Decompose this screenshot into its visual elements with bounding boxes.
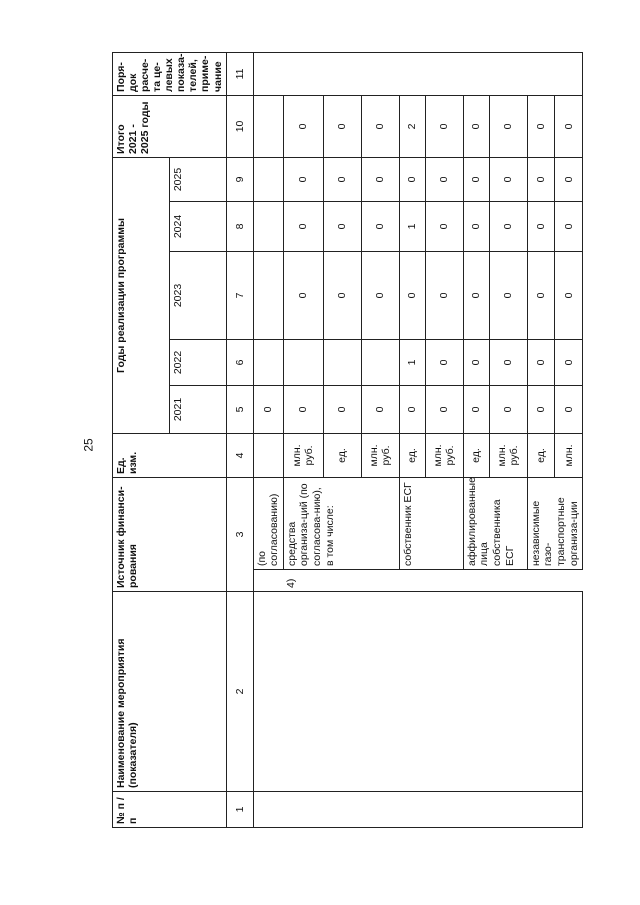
value-2022: 0 <box>489 339 527 385</box>
value-2023: 0 <box>489 251 527 339</box>
value-2025: 0 <box>425 157 463 201</box>
value-2021: 0 <box>253 385 283 433</box>
value-2024 <box>253 201 283 251</box>
value-total: 0 <box>463 95 489 157</box>
year-2025-header: 2025 <box>169 157 226 201</box>
value-2025: 0 <box>399 157 425 201</box>
value-2024: 0 <box>489 201 527 251</box>
value-total: 0 <box>361 95 399 157</box>
value-total: 0 <box>323 95 361 157</box>
column-number: 4 <box>226 433 253 477</box>
value-2024: 0 <box>283 201 323 251</box>
source-cell: независимые газо-транспортные организа-ции <box>527 477 582 569</box>
col-name-header: Наименование мероприятия (показателя) <box>113 592 227 792</box>
marker-cell <box>527 570 555 592</box>
value-2023: 0 <box>283 251 323 339</box>
column-number-row <box>226 52 253 827</box>
value-2022 <box>253 339 283 385</box>
value-2022: 1 <box>399 339 425 385</box>
value-2024: 0 <box>323 201 361 251</box>
value-2024: 0 <box>463 201 489 251</box>
unit-cell: млн. руб. <box>425 433 463 477</box>
column-number: 1 <box>226 792 253 828</box>
value-2023: 0 <box>527 251 555 339</box>
unit-cell: ед. <box>399 433 425 477</box>
unit-cell: ед. <box>323 433 361 477</box>
unit-cell: ед. <box>463 433 489 477</box>
value-total: 0 <box>489 95 527 157</box>
value-2021: 0 <box>399 385 425 433</box>
value-2021: 0 <box>323 385 361 433</box>
marker-cell: 4) <box>283 570 323 592</box>
column-number: 7 <box>226 251 253 339</box>
value-2022 <box>283 339 323 385</box>
unit-cell: млн. <box>555 433 583 477</box>
col-num-header: № п / п <box>113 792 227 828</box>
col-note-header: Поря-док расче-та це-левых показа-телей, приме-чание <box>113 52 227 95</box>
value-2024: 1 <box>399 201 425 251</box>
marker-cell <box>361 570 399 592</box>
value-2025: 0 <box>323 157 361 201</box>
unit-cell: млн. руб. <box>489 433 527 477</box>
marker-cell <box>489 570 527 592</box>
col-source-header: Источник финанси-рования <box>113 477 227 591</box>
marker-cell <box>323 570 361 592</box>
marker-cell <box>399 570 425 592</box>
col-unit-header: Ед. изм. <box>113 433 227 477</box>
value-2021: 0 <box>527 385 555 433</box>
value-total: 0 <box>555 95 583 157</box>
value-total <box>253 95 283 157</box>
source-cell: средства организа-ций (по согласова-нию), в том числе: <box>283 477 399 569</box>
value-2023 <box>253 251 283 339</box>
col-total-header: Итого 2021 - 2025 годы <box>113 95 227 157</box>
program-table <box>112 52 583 828</box>
value-2023: 0 <box>425 251 463 339</box>
value-2022 <box>323 339 361 385</box>
year-2023-header: 2023 <box>169 251 226 339</box>
column-number: 6 <box>226 339 253 385</box>
value-2025: 0 <box>489 157 527 201</box>
marker-cell <box>555 570 583 592</box>
value-2025: 0 <box>555 157 583 201</box>
value-2024: 0 <box>425 201 463 251</box>
column-number: 5 <box>226 385 253 433</box>
value-2022 <box>361 339 399 385</box>
column-number: 8 <box>226 201 253 251</box>
column-number: 3 <box>226 477 253 591</box>
num-cell <box>253 792 583 828</box>
year-2021-header: 2021 <box>169 385 226 433</box>
year-2022-header: 2022 <box>169 339 226 385</box>
value-2021: 0 <box>425 385 463 433</box>
value-2021: 0 <box>489 385 527 433</box>
page-number: 25 <box>81 438 96 452</box>
rotated-table-container <box>112 53 606 828</box>
column-number: 11 <box>226 52 253 95</box>
value-total: 0 <box>527 95 555 157</box>
value-2021: 0 <box>555 385 583 433</box>
value-2021: 0 <box>463 385 489 433</box>
marker-cell <box>463 570 489 592</box>
note-cell <box>253 52 583 95</box>
unit-cell: млн. руб. <box>283 433 323 477</box>
value-2023: 0 <box>323 251 361 339</box>
year-2024-header: 2024 <box>169 201 226 251</box>
header-row-1 <box>113 52 170 827</box>
column-number: 9 <box>226 157 253 201</box>
col-years-group-header: Годы реализации программы <box>113 157 170 433</box>
value-2022: 0 <box>463 339 489 385</box>
value-2025: 0 <box>463 157 489 201</box>
source-cell: аффилированные лица собственника ЕСГ <box>463 477 527 569</box>
value-total: 0 <box>425 95 463 157</box>
value-2024: 0 <box>555 201 583 251</box>
value-total: 2 <box>399 95 425 157</box>
value-2022: 0 <box>527 339 555 385</box>
value-2022: 0 <box>425 339 463 385</box>
name-cell <box>253 592 583 792</box>
value-2021: 0 <box>283 385 323 433</box>
unit-cell: ед. <box>527 433 555 477</box>
value-total: 0 <box>283 95 323 157</box>
value-2024: 0 <box>527 201 555 251</box>
value-2021: 0 <box>361 385 399 433</box>
source-cell: собственник ЕСГ <box>399 477 463 569</box>
source-cell: (по согласованию) <box>253 477 283 569</box>
unit-cell <box>253 433 283 477</box>
column-number: 10 <box>226 95 253 157</box>
column-number: 2 <box>226 592 253 792</box>
value-2024: 0 <box>361 201 399 251</box>
value-2025 <box>253 157 283 201</box>
value-2022: 0 <box>555 339 583 385</box>
value-2023: 0 <box>361 251 399 339</box>
marker-cell <box>253 570 283 592</box>
marker-cell <box>425 570 463 592</box>
value-2025: 0 <box>527 157 555 201</box>
value-2023: 0 <box>463 251 489 339</box>
unit-cell: млн. руб. <box>361 433 399 477</box>
table-row <box>253 52 283 827</box>
value-2023: 0 <box>555 251 583 339</box>
value-2025: 0 <box>361 157 399 201</box>
value-2025: 0 <box>283 157 323 201</box>
value-2023: 0 <box>399 251 425 339</box>
